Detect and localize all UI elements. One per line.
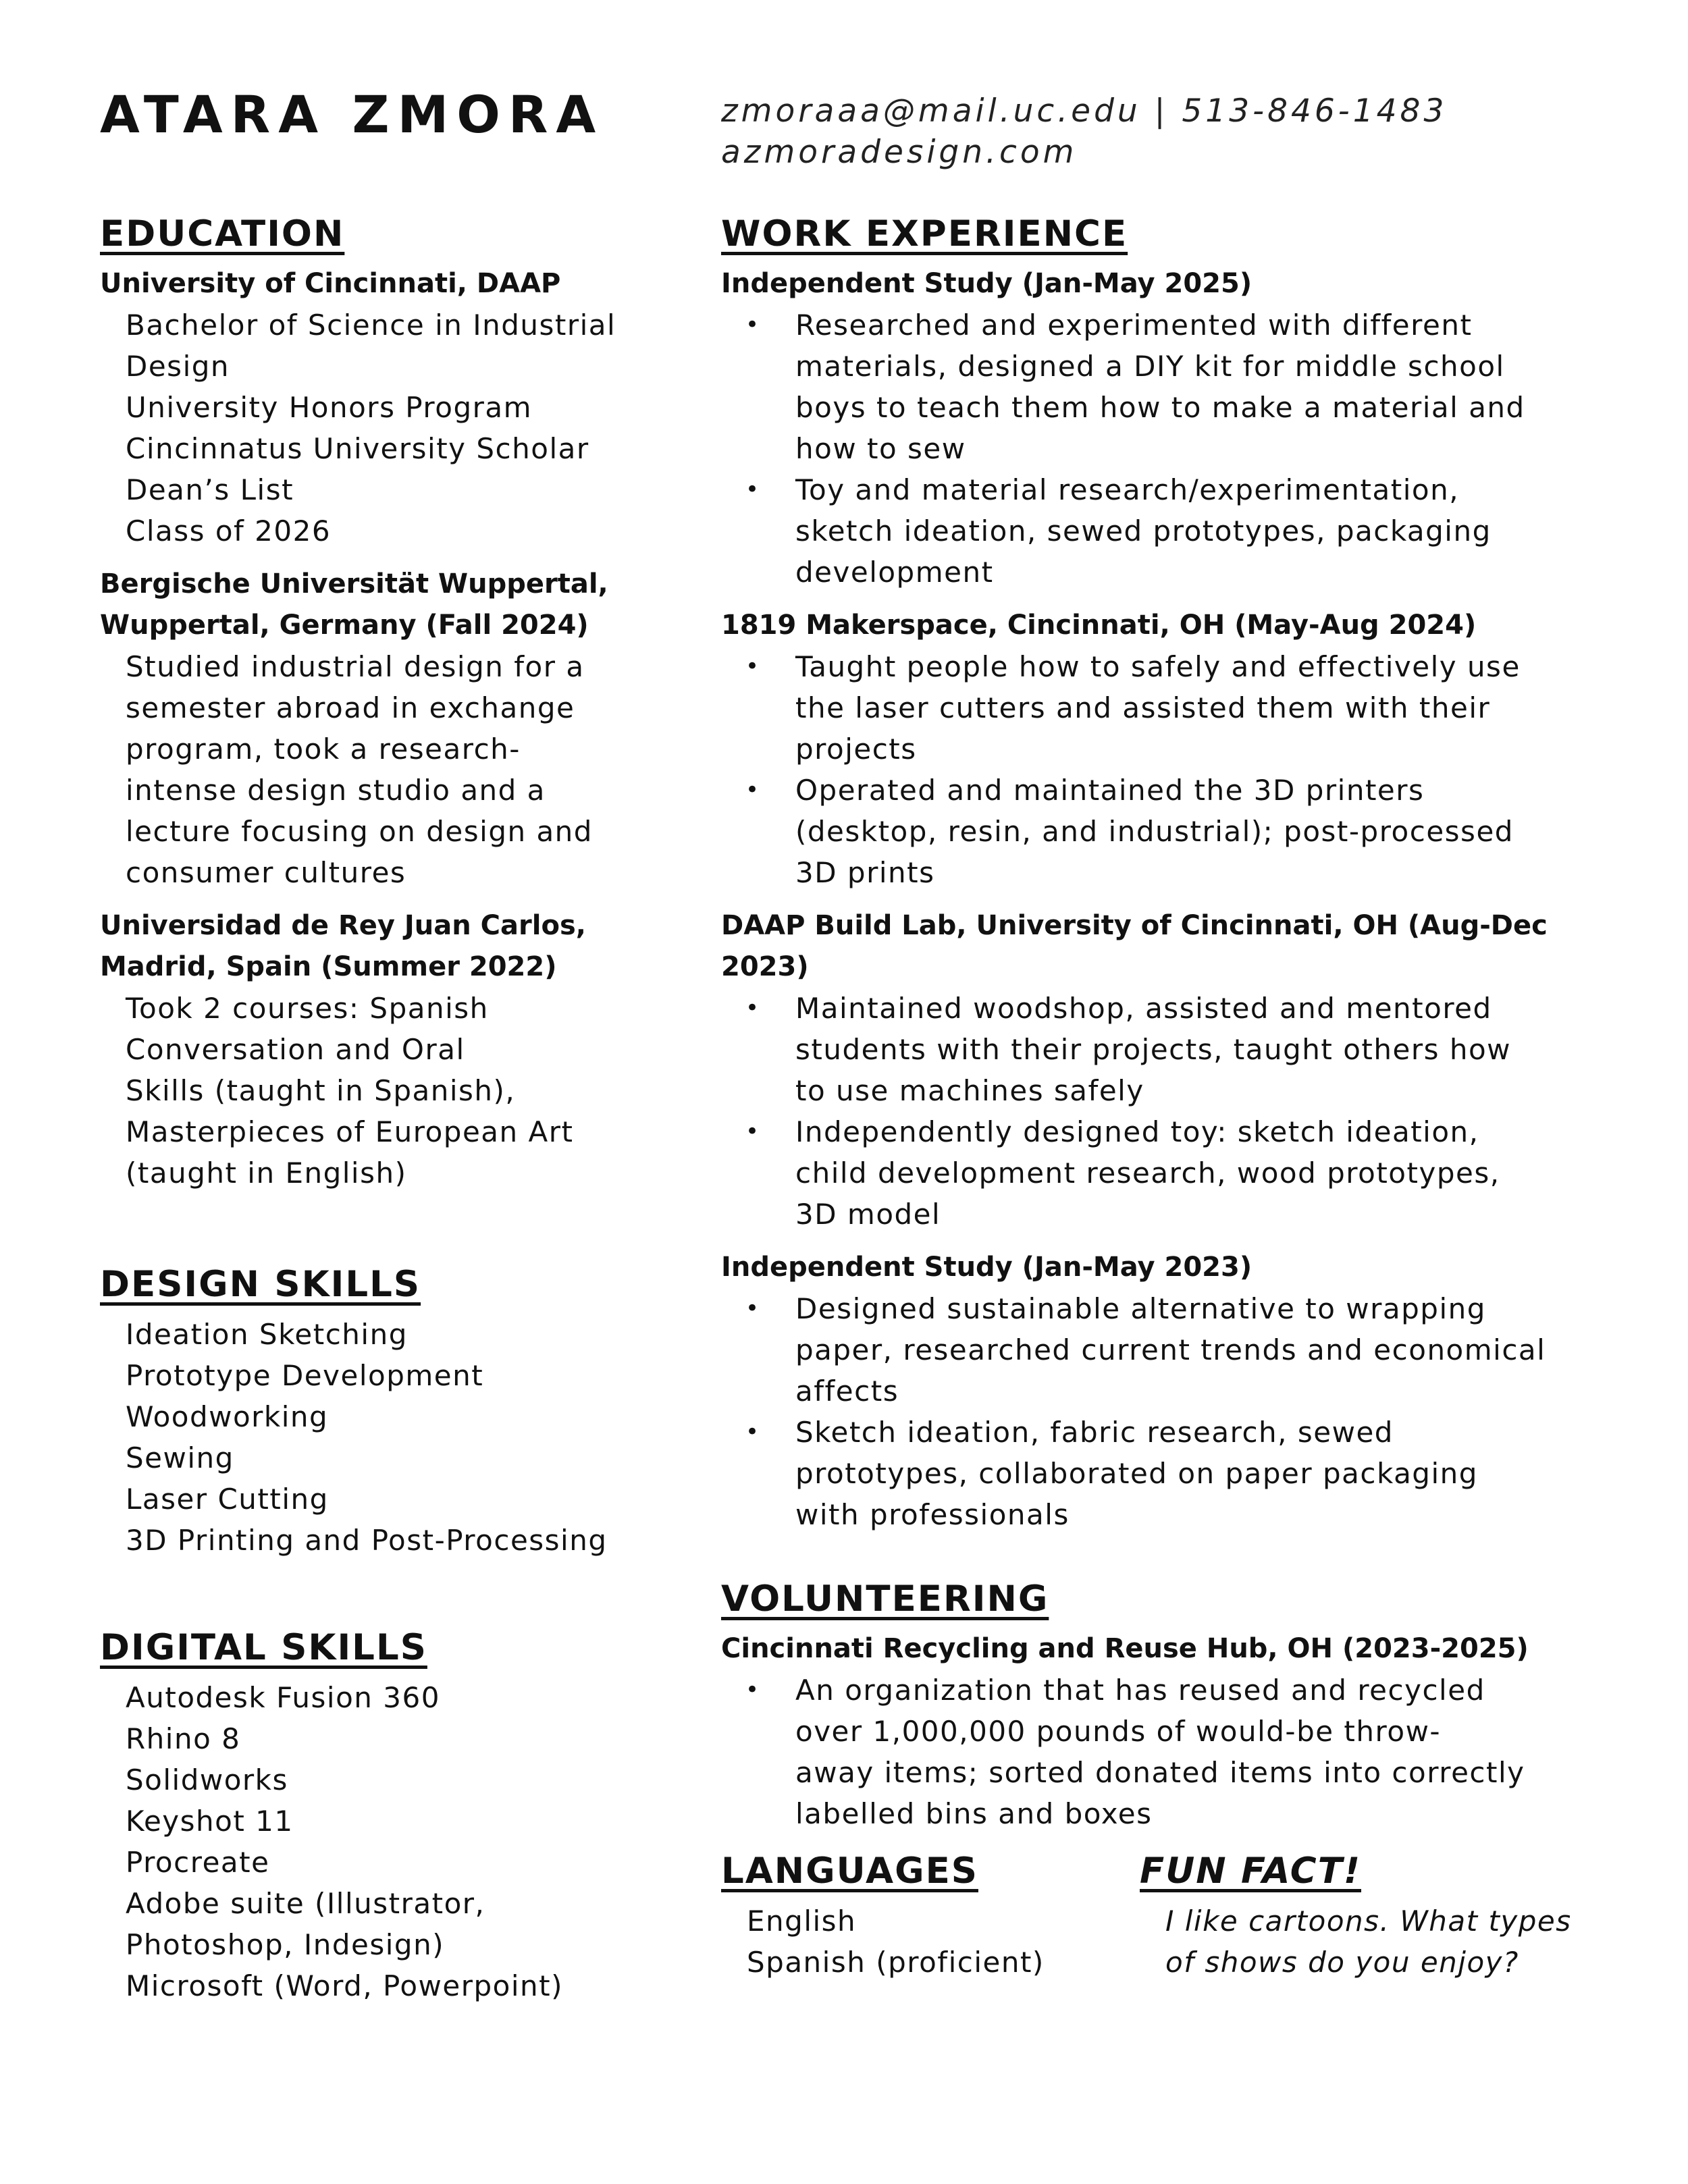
entry-heading: University of Cincinnati, DAAP (100, 268, 561, 299)
bullet-icon: • (745, 1418, 760, 1445)
bullet-line: how to sew (795, 432, 966, 465)
bullet-line: labelled bins and boxes (795, 1797, 1153, 1830)
fun-fact-line: of shows do you enjoy? (1165, 1946, 1519, 1979)
education-entry (100, 564, 660, 893)
bullet-line: paper, researched current trends and economical (795, 1333, 1546, 1366)
bullet-item (721, 304, 1599, 469)
digital-skills-section (100, 1624, 660, 2006)
right-column (721, 211, 1599, 1983)
bullet-item (721, 988, 1599, 1111)
entry-line: Dean’s List (126, 473, 294, 506)
entry-line: Bachelor of Science in Industrial (126, 309, 616, 342)
bullet-line: Taught people how to safely and effectively use (795, 650, 1521, 683)
entry-heading: Madrid, Spain (Summer 2022) (100, 951, 557, 982)
language-item: English (747, 1905, 857, 1938)
bullet-item (721, 1670, 1599, 1834)
entry-line: Masterpieces of European Art (126, 1115, 574, 1148)
bullet-icon: • (745, 653, 760, 680)
bullet-icon: • (745, 311, 760, 338)
bullet-line: over 1,000,000 pounds of would-be throw- (795, 1715, 1442, 1748)
bullet-line: Independently designed toy: sketch ideation, (795, 1115, 1479, 1148)
bullet-line: prototypes, collaborated on paper packaging (795, 1457, 1478, 1490)
bullet-icon: • (745, 1676, 760, 1703)
left-column (100, 211, 660, 2006)
education-entry (100, 905, 660, 1194)
entry-line: Class of 2026 (126, 514, 332, 548)
bullet-icon: • (745, 476, 760, 503)
bullet-line: the laser cutters and assisted them with their (795, 691, 1491, 724)
bullet-item (721, 1288, 1599, 1412)
entry-line: lecture focusing on design and (126, 815, 593, 848)
education-title: EDUCATION (100, 213, 345, 255)
skill-item: Rhino 8 (126, 1722, 241, 1755)
entry-line: Skills (taught in Spanish), (126, 1074, 516, 1107)
bullet-line: Operated and maintained the 3D printers (795, 774, 1425, 807)
skill-item: 3D Printing and Post-Processing (126, 1524, 608, 1557)
bullet-line: projects (795, 733, 917, 766)
bullet-item (721, 469, 1599, 593)
bullet-line: affects (795, 1375, 899, 1408)
bullet-list (721, 1288, 1599, 1535)
skill-item: Prototype Development (126, 1359, 484, 1392)
bullet-icon: • (745, 776, 760, 803)
entry-heading: Bergische Universität Wuppertal, (100, 568, 608, 600)
bullet-list (721, 646, 1599, 893)
entry-line: semester abroad in exchange (126, 691, 575, 724)
entry-heading: Wuppertal, Germany (Fall 2024) (100, 610, 589, 641)
bullet-line: materials, designed a DIY kit for middle school (795, 350, 1505, 383)
design-skills-section (100, 1261, 660, 1561)
bullet-line: development (795, 556, 994, 589)
bullet-line: students with their projects, taught others how (795, 1033, 1512, 1066)
skill-item: Procreate (126, 1846, 270, 1879)
bullet-line: sketch ideation, sewed prototypes, packaging (795, 514, 1492, 548)
bullet-line: child development research, wood prototypes, (795, 1156, 1500, 1190)
contact-website: azmoradesign.com (721, 134, 1078, 171)
bullet-line: 3D model (795, 1198, 941, 1231)
bullet-item (721, 1412, 1599, 1535)
entry-line: Cincinnatus University Scholar (126, 432, 589, 465)
work-experience-title: WORK EXPERIENCE (721, 213, 1128, 255)
entry-line: Design (126, 350, 230, 383)
education-section (100, 211, 660, 1194)
volunteering-section (721, 1576, 1599, 1834)
bullet-line: with professionals (795, 1498, 1070, 1531)
skill-item: Microsoft (Word, Powerpoint) (126, 1969, 564, 2002)
entry-heading: 2023) (721, 951, 809, 982)
entry-line: intense design studio and a (126, 774, 546, 807)
bullet-line: Researched and experimented with different (795, 309, 1473, 342)
volunteering-title: VOLUNTEERING (721, 1578, 1049, 1620)
fun-fact-section (1140, 1848, 1599, 1983)
languages-section (721, 1848, 1140, 1983)
work-entry (721, 263, 1599, 593)
skill-item: Autodesk Fusion 360 (126, 1681, 440, 1714)
bullet-line: boys to teach them how to make a material and (795, 391, 1525, 424)
fun-fact-title: FUN FACT! (1140, 1850, 1362, 1892)
entry-heading: 1819 Makerspace, Cincinnati, OH (May-Aug 2024) (721, 610, 1477, 641)
entry-line: Studied industrial design for a (126, 650, 585, 683)
bullet-icon: • (745, 1118, 760, 1145)
education-entry (100, 263, 660, 552)
work-experience-section (721, 211, 1599, 1535)
bullet-line: Sketch ideation, fabric research, sewed (795, 1416, 1394, 1449)
bullet-icon: • (745, 994, 760, 1021)
skill-item: Solidworks (126, 1763, 288, 1796)
skill-item: Laser Cutting (126, 1483, 329, 1516)
bullet-line: Designed sustainable alternative to wrapping (795, 1292, 1486, 1325)
bullet-item (721, 1111, 1599, 1235)
work-entry (721, 605, 1599, 893)
skill-item: Photoshop, Indesign) (126, 1928, 445, 1961)
bullet-list (721, 1670, 1599, 1834)
skill-item: Woodworking (126, 1400, 329, 1433)
bullet-line: Toy and material research/experimentation, (795, 473, 1460, 506)
bullet-line: to use machines safely (795, 1074, 1144, 1107)
bullet-line: (desktop, resin, and industrial); post-processed (795, 815, 1514, 848)
fun-fact-line: I like cartoons. What types (1165, 1905, 1572, 1938)
bullet-item (721, 646, 1599, 770)
entry-heading: Independent Study (Jan-May 2023) (721, 1252, 1252, 1283)
bullet-item (721, 770, 1599, 893)
bottom-row (721, 1848, 1599, 1983)
work-entry (721, 1247, 1599, 1535)
entry-heading: DAAP Build Lab, University of Cincinnati, OH (Aug-Dec (721, 910, 1548, 941)
bullet-line: Maintained woodshop, assisted and mentored (795, 992, 1492, 1025)
entry-heading: Universidad de Rey Juan Carlos, (100, 910, 586, 941)
bullet-list (721, 988, 1599, 1235)
skill-item: Sewing (126, 1441, 234, 1474)
entry-line: consumer cultures (126, 856, 406, 889)
design-skills-title: DESIGN SKILLS (100, 1264, 421, 1305)
entry-line: University Honors Program (126, 391, 533, 424)
skill-item: Keyshot 11 (126, 1805, 294, 1838)
languages-title: LANGUAGES (721, 1850, 978, 1892)
entry-line: program, took a research- (126, 733, 521, 766)
language-item: Spanish (proficient) (747, 1946, 1045, 1979)
skill-item: Ideation Sketching (126, 1318, 408, 1351)
bullet-line: An organization that has reused and recycled (795, 1674, 1485, 1707)
contact-email-phone: zmoraaa@mail.uc.edu | 513-846-1483 (721, 92, 1448, 130)
skill-item: Adobe suite (Illustrator, (126, 1887, 485, 1920)
bullet-icon: • (745, 1295, 760, 1322)
entry-heading: Cincinnati Recycling and Reuse Hub, OH (2023-2025) (721, 1633, 1529, 1664)
entry-line: Took 2 courses: Spanish (126, 992, 489, 1025)
volunteering-entry (721, 1628, 1599, 1834)
work-entry (721, 905, 1599, 1235)
bullet-line: away items; sorted donated items into correctly (795, 1756, 1525, 1789)
bullet-line: 3D prints (795, 856, 935, 889)
entry-heading: Independent Study (Jan-May 2025) (721, 268, 1252, 299)
digital-skills-title: DIGITAL SKILLS (100, 1627, 427, 1668)
entry-line: Conversation and Oral (126, 1033, 465, 1066)
bullet-list (721, 304, 1599, 593)
contact-info (721, 90, 1447, 173)
resume-name: ATARA ZMORA (100, 84, 604, 144)
entry-line: (taught in English) (126, 1156, 407, 1190)
